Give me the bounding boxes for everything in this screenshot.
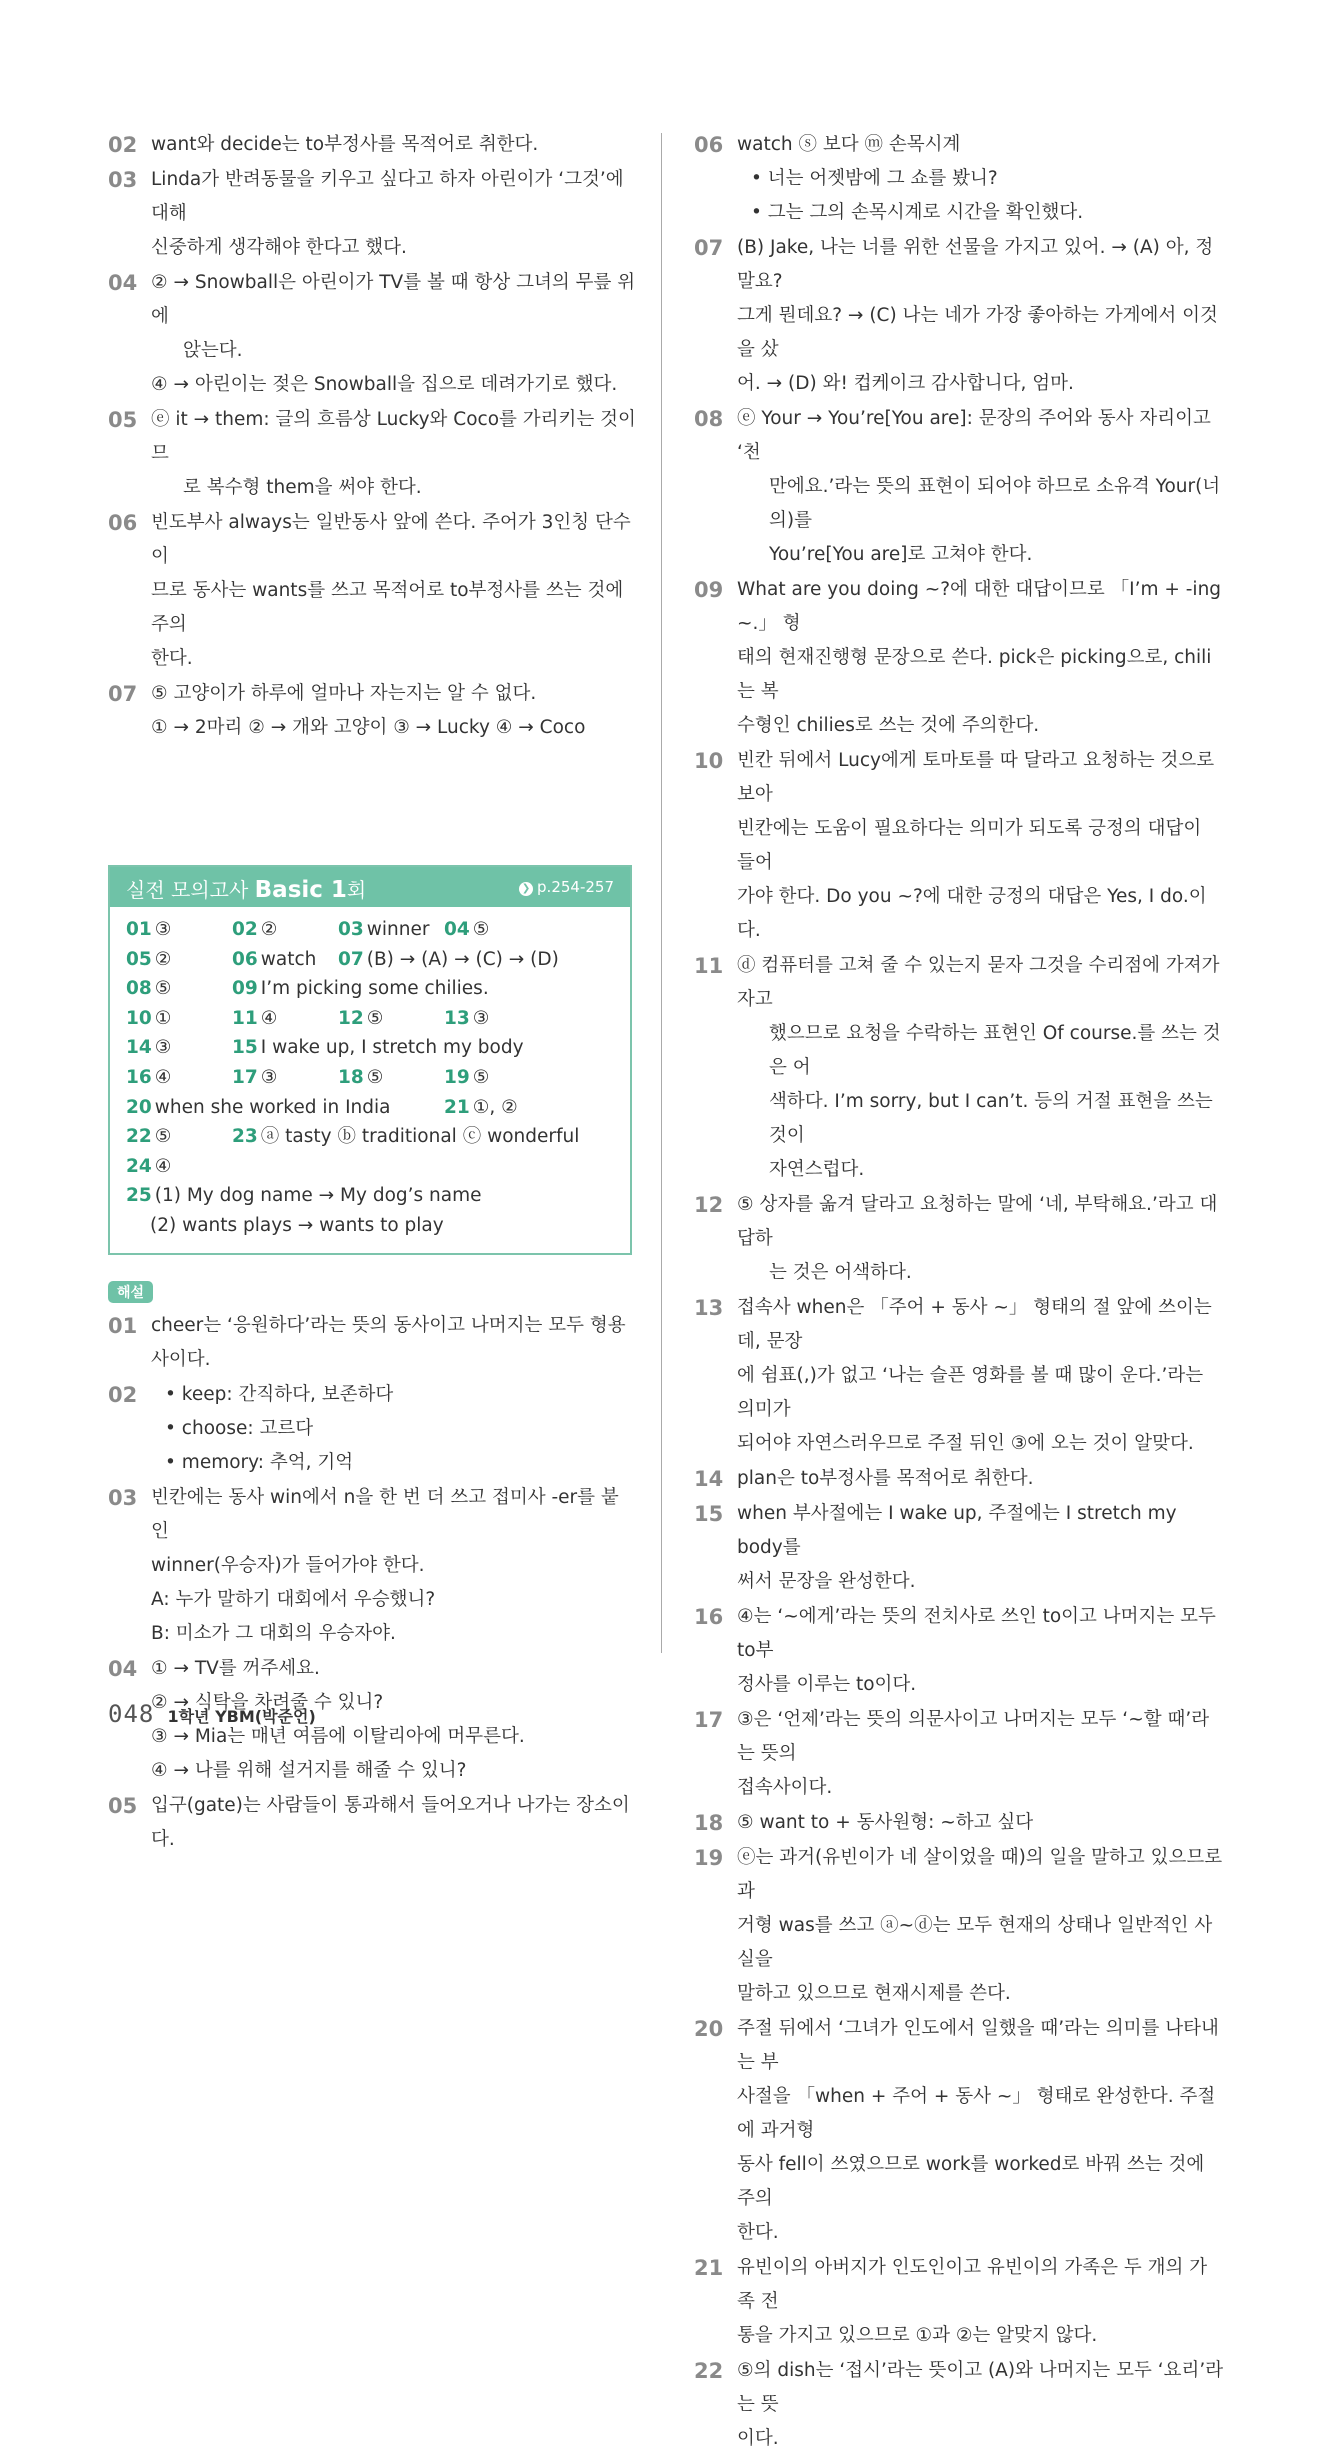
answer-value: ② [260,919,278,940]
answer-value: ⑤ [472,1066,490,1088]
explanation-item [694,402,1224,572]
answer-number: 21 [444,1096,470,1118]
item-line: 입구(gate)는 사람들이 통과해서 들어오거나 나가는 장소이다. [151,1794,630,1850]
answer-value: ③ [260,1066,278,1088]
answer-number: 20 [126,1096,152,1118]
answer-cell [126,1033,171,1063]
item-line: 한다. [737,2222,779,2243]
answer-number: 24 [126,1155,152,1177]
answer-value: ③ [472,1007,490,1029]
answer-number: 23 [232,1126,258,1148]
answer-cell [338,945,559,975]
answer-value: (1) My dog name → My dog’s name [154,1185,482,1207]
answer-cell [126,1152,171,1182]
answer-cell [126,974,171,1004]
book-title: 1학년 YBM(박준언) [167,1707,316,1726]
item-line: 만에요.’라는 뜻의 표현이 되어야 하므로 소유격 Your(너의)를 [769,476,1221,531]
answer-row [126,1063,630,1093]
answer-cell [338,1063,383,1093]
item-line: ③은 ‘언제’라는 뜻의 의문사이고 나머지는 모두 ‘~할 때’라는 뜻의 [737,1709,1210,1764]
item-line: 그게 뭔데요? → (C) 나는 네가 가장 좋아하는 가게에서 이것을 샀 [737,305,1218,360]
item-number: 21 [694,2256,724,2280]
item-number: 17 [694,1708,724,1732]
item-line: ① → 2마리 ② → 개와 고양이 ③ → Lucky ④ → Coco [151,717,586,738]
item-line: ② → 식탁을 차려줄 수 있니? [151,1691,384,1713]
item-number: 10 [694,749,724,773]
answer-value: ③ [154,919,172,940]
answer-value: ①, ② [472,1096,518,1118]
answer-number: 17 [232,1066,258,1088]
answer-number: 05 [126,948,152,970]
item-number: 04 [108,1656,138,1681]
item-line: 자연스럽다. [769,1159,865,1180]
answer-value: ④ [154,1066,172,1088]
item-line: 에 쉼표(,)가 없고 ‘나는 슬픈 영화를 볼 때 많이 운다.’라는 의미가 [737,1365,1204,1420]
item-line: ⑤의 dish는 ‘접시’라는 뜻이고 (A)와 나머지는 모두 ‘요리’라는 뜻 [737,2360,1224,2415]
item-line: (B) Jake, 나는 너를 위한 선물을 가지고 있어. → (A) 아, 정말요? [737,237,1214,292]
item-line: A: 누가 말하기 대회에서 우승했니? [151,1588,436,1610]
item-number: 06 [694,133,724,157]
answer-cell [444,1093,518,1123]
item-number: 07 [108,682,138,706]
answer-row [126,974,630,1004]
answer-row [126,1033,630,1063]
item-line: 써서 문장을 완성한다. [737,1571,916,1592]
answer-number: 11 [232,1007,258,1029]
item-line: • keep: 간직하다, 보존하다 [165,1383,394,1405]
item-line: 통을 가지고 있으므로 ①과 ②는 알맞지 않다. [737,2325,1098,2346]
answer-cell [444,915,489,945]
explanation-item [108,163,636,265]
answer-value: I wake up, I stretch my body [260,1037,524,1059]
answer-cell [126,1122,171,1152]
item-number: 07 [694,236,724,260]
answer-value: I’m picking some chilies. [260,978,489,1000]
explanation-item [694,1497,1224,1599]
item-line: winner(우승자)가 들어가야 한다. [151,1554,425,1576]
item-number: 03 [108,168,138,192]
item-line: ④는 ‘~에게’라는 뜻의 전치사로 쓰인 to이고 나머지는 모두 to부 [737,1606,1216,1661]
answer-cell [338,915,429,945]
item-line: 이다. [737,2428,779,2449]
answer-number: 14 [126,1037,152,1059]
explanation-item [694,1188,1224,1290]
item-line: 했으므로 요청을 수락하는 표현인 Of course.를 쓰는 것은 어 [769,1023,1221,1078]
item-line: What are you doing ~?에 대한 대답이므로 「I’m + -ing ~.」 형 [737,579,1222,634]
answer-number: 09 [232,978,258,1000]
column-divider [661,133,662,1653]
item-line: ② → Snowball은 아린이가 TV를 볼 때 항상 그녀의 무릎 위에 [151,272,636,327]
answer-value: ⑤ [154,1126,172,1148]
answer-value: ③ [154,1037,172,1059]
item-line: 주절 뒤에서 ‘그녀가 인도에서 일했을 때’라는 의미를 나타내는 부 [737,2018,1219,2073]
answer-cell [126,945,171,975]
answer-cell [232,1033,524,1063]
page-reference: ❯ p.254-257 [519,878,614,896]
item-line: 수형인 chilies로 쓰는 것에 주의한다. [737,715,1040,736]
answer-value: when she worked in India [154,1096,391,1118]
explanation-item [694,744,1224,948]
item-line: ⓓ 컴퓨터를 고쳐 줄 수 있는지 묻자 그것을 수리점에 가져가자고 [737,955,1220,1010]
answer-number: 18 [338,1066,364,1088]
answer-row [126,1093,630,1123]
answer-value: ④ [260,1007,278,1029]
item-line: B: 미소가 그 대회의 우승자야. [151,1622,396,1644]
item-line: want와 decide는 to부정사를 목적어로 취한다. [151,134,539,155]
explanation-item [694,2012,1224,2250]
item-line: ⑤ want to + 동사원형: ~하고 싶다 [737,1812,1034,1833]
item-line: 태의 현재진행형 문장으로 쓴다. pick은 picking으로, chili는 복 [737,647,1212,702]
item-line: watch ⓢ 보다 ⓜ 손목시계 [737,134,961,155]
item-number: 02 [108,1382,138,1407]
item-number: 02 [108,133,138,157]
item-line: 한다. [151,648,193,669]
answer-row [126,1211,630,1241]
item-line: 말하고 있으므로 현재시제를 쓴다. [737,1983,1011,2004]
answer-number: 12 [338,1007,364,1029]
answer-key-title: 실전 모의고사 Basic 1회 [126,877,367,903]
answer-cell [232,1122,579,1152]
answer-value: winner [366,919,430,940]
item-line: 동사 fell이 쓰였으므로 work를 worked로 바꿔 쓰는 것에 주의 [737,2154,1205,2209]
answer-number: 04 [444,919,470,940]
answer-cell [150,1211,444,1241]
answer-number: 22 [126,1126,152,1148]
item-line: 신중하게 생각해야 한다고 했다. [151,237,407,258]
item-line: when 부사절에는 I wake up, 주절에는 I stretch my body를 [737,1503,1177,1558]
explanation-item [694,1703,1224,1805]
page-footer [108,1700,316,1728]
answer-number: 16 [126,1066,152,1088]
item-line: ⓔ it → them: 글의 흐름상 Lucky와 Coco를 가리키는 것이므 [151,409,636,464]
item-line: 는 것은 어색하다. [769,1262,912,1283]
answer-number: 15 [232,1037,258,1059]
answer-value: (B) → (A) → (C) → (D) [366,948,559,970]
item-line: ⑤ 상자를 옮겨 달라고 요청하는 말에 ‘네, 부탁해요.’라고 대답하 [737,1194,1218,1249]
item-number: 06 [108,511,138,535]
left-explanations-part1 [108,128,636,745]
explanation-item [694,1841,1224,2011]
answer-number: 19 [444,1066,470,1088]
answer-value: ⓐ tasty ⓑ traditional ⓒ wonderful [260,1126,580,1148]
answer-number: 03 [338,919,364,940]
item-number: 12 [694,1193,724,1217]
explanation-item [694,1462,1224,1496]
answer-cell [444,1063,489,1093]
item-number: 08 [694,407,724,431]
answer-key-box [108,865,632,1255]
answer-key-grid [110,907,630,1253]
answer-value: watch [260,948,317,970]
explanation-item [694,2354,1224,2456]
answer-cell [338,1004,383,1034]
item-number: 04 [108,271,138,295]
explanation-item [108,677,636,745]
explanation-item [694,949,1224,1187]
item-number: 11 [694,954,724,978]
answer-value: (2) wants plays → wants to play [150,1214,444,1236]
item-line: ③ → Mia는 매년 여름에 이탈리아에 머무른다. [151,1725,525,1747]
item-number: 05 [108,1793,138,1818]
item-number: 14 [694,1467,724,1491]
explanation-item [108,1481,636,1651]
item-line: • choose: 고르다 [165,1417,314,1439]
answer-value: ⑤ [366,1066,384,1088]
answer-key-header [110,867,630,907]
left-explanations-part2 [108,1309,636,1857]
item-line: 빈도부사 always는 일반동사 앞에 쓴다. 주어가 3인칭 단수이 [151,512,631,567]
answer-row [126,915,630,945]
answer-cell [126,1004,171,1034]
item-line: 색하다. I’m sorry, but I can’t. 등의 거절 표현을 쓰는 것이 [769,1091,1213,1146]
item-line: • 너는 어젯밤에 그 쇼를 봤니? [751,168,998,189]
explanation-item [694,2251,1224,2353]
explanation-item [108,1378,636,1480]
item-line: ④ → 나를 위해 설거지를 해줄 수 있니? [151,1759,467,1781]
answer-row [126,1152,630,1182]
answer-cell [126,915,171,945]
item-line: ⑤ 고양이가 하루에 얼마나 자는지는 알 수 없다. [151,683,537,704]
answer-cell [126,1063,171,1093]
item-line: 접속사 when은 「주어 + 동사 ~」 형태의 절 앞에 쓰이는데, 문장 [737,1297,1212,1352]
answer-value: ⑤ [472,919,490,940]
explanation-item [108,266,636,402]
explanation-tag: 해설 [108,1281,153,1303]
item-number: 18 [694,1811,724,1835]
answer-row [126,1122,630,1152]
item-line: 접속사이다. [737,1777,833,1798]
item-line: 므로 동사는 wants를 쓰고 목적어로 to부정사를 쓰는 것에 주의 [151,580,624,635]
answer-cell [126,1181,482,1211]
item-number: 15 [694,1502,724,1526]
item-line: 앉는다. [183,340,243,361]
item-number: 01 [108,1313,138,1338]
item-line: 되어야 자연스러우므로 주절 뒤인 ③에 오는 것이 알맞다. [737,1433,1194,1454]
item-number: 05 [108,408,138,432]
answer-number: 07 [338,948,364,970]
item-line: 빈칸 뒤에서 Lucy에게 토마토를 따 달라고 요청하는 것으로 보아 [737,750,1215,805]
explanation-item [108,1309,636,1377]
explanation-item [694,231,1224,401]
left-column [108,128,636,1858]
explanation-item [108,403,636,505]
explanation-item [108,128,636,162]
answer-row [126,1181,630,1211]
item-line: 정사를 이루는 to이다. [737,1674,917,1695]
page-number: 048 [108,1700,155,1728]
chevron-right-icon: ❯ [519,882,533,896]
answer-number: 01 [126,919,152,940]
explanation-item [694,1291,1224,1461]
item-line: 빈칸에는 도움이 필요하다는 의미가 되도록 긍정의 대답이 들어 [737,818,1202,873]
answer-number: 25 [126,1185,152,1207]
answer-cell [444,1004,489,1034]
item-line: ④ → 아린이는 젖은 Snowball을 집으로 데려가기로 했다. [151,374,618,395]
answer-value: ② [154,948,172,970]
explanation-item [694,1806,1224,1840]
answer-number: 10 [126,1007,152,1029]
item-line: 어. → (D) 와! 컵케이크 감사합니다, 엄마. [737,373,1074,394]
answer-number: 13 [444,1007,470,1029]
explanation-item [694,128,1224,230]
item-number: 03 [108,1485,138,1510]
item-line: 유빈이의 아버지가 인도인이고 유빈이의 가족은 두 개의 가족 전 [737,2257,1208,2312]
answer-cell [126,1093,390,1123]
explanation-item [108,1789,636,1857]
answer-value: ⑤ [154,978,172,1000]
answer-row [126,1004,630,1034]
item-number: 20 [694,2017,724,2041]
answer-value: ⑤ [366,1007,384,1029]
item-number: 09 [694,578,724,602]
item-line: ⓔ는 과거(유빈이가 네 살이었을 때)의 일을 말하고 있으므로 과 [737,1847,1223,1902]
right-column [694,128,1224,2457]
item-line: ① → TV를 꺼주세요. [151,1657,320,1679]
item-line: 거형 was를 쓰고 ⓐ~ⓓ는 모두 현재의 상태나 일반적인 사실을 [737,1915,1213,1970]
item-line: cheer는 ‘응원하다’라는 뜻의 동사이고 나머지는 모두 형용사이다. [151,1314,626,1370]
item-line: 빈칸에는 동사 win에서 n을 한 번 더 쓰고 접미사 -er를 붙인 [151,1486,619,1542]
item-number: 13 [694,1296,724,1320]
answer-value: ① [154,1007,172,1029]
answer-cell [232,1004,277,1034]
item-line: 로 복수형 them을 써야 한다. [183,477,422,498]
item-line: plan은 to부정사를 목적어로 취한다. [737,1468,1034,1489]
item-number: 16 [694,1605,724,1629]
item-line: • memory: 추억, 기억 [165,1451,354,1473]
explanation-item [694,573,1224,743]
item-line: Linda가 반려동물을 키우고 싶다고 하자 아린이가 ‘그것’에 대해 [151,169,624,224]
answer-number: 08 [126,978,152,1000]
answer-cell [232,915,277,945]
right-explanations [694,128,1224,2456]
answer-cell [232,945,316,975]
answer-cell [232,1063,277,1093]
answer-cell [232,974,489,1004]
item-line: You’re[You are]로 고쳐야 한다. [769,544,1033,565]
explanation-item [108,506,636,676]
explanation-item [694,1600,1224,1702]
answer-number: 02 [232,919,258,940]
item-line: 사절을 「when + 주어 + 동사 ~」 형태로 완성한다. 주절에 과거형 [737,2086,1216,2141]
item-line: ⓔ Your → You’re[You are]: 문장의 주어와 동사 자리이고 ‘천 [737,408,1211,463]
item-number: 22 [694,2359,724,2383]
answer-number: 06 [232,948,258,970]
item-number: 19 [694,1846,724,1870]
answer-row [126,945,630,975]
item-line: 가야 한다. Do you ~?에 대한 긍정의 대답은 Yes, I do.이다. [737,886,1207,941]
item-line: • 그는 그의 손목시계로 시간을 확인했다. [751,202,1084,223]
answer-value: ④ [154,1155,172,1177]
